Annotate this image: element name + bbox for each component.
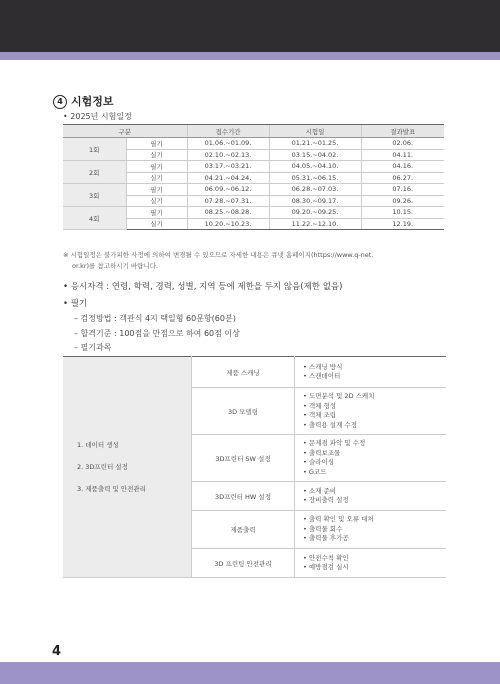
header-accent-stripe xyxy=(0,52,500,60)
result-date: 06.27. xyxy=(361,172,444,184)
result-date: 04.11. xyxy=(361,149,444,161)
exam-period: 08.30.~09.17. xyxy=(269,195,361,207)
main-subject: 3. 제품출력 및 안전관리 xyxy=(77,485,146,493)
registration-period: 10.20.~10.23. xyxy=(187,218,269,230)
written-subjects-table xyxy=(63,356,446,578)
section-number-icon: 4 xyxy=(53,95,67,109)
eligibility-text: • 응시자격 : 연령, 학력, 경력, 성별, 지역 등에 제한을 두지 않음(제한 없음) xyxy=(63,282,343,292)
result-date: 02.06. xyxy=(361,138,444,150)
topic-details xyxy=(295,435,447,482)
registration-period: 04.21.~04.24. xyxy=(187,172,269,184)
result-date: 10.15. xyxy=(361,207,444,219)
exam-schedule-table xyxy=(63,124,444,230)
round-label: 4회 xyxy=(63,207,126,230)
exam-type: 실기 xyxy=(126,195,187,207)
round-label: 3회 xyxy=(63,184,126,207)
exam-type: 실기 xyxy=(126,172,187,184)
detail-item: • 장비출력 설정 xyxy=(303,496,349,504)
topic-name: 3D 프린팅 안전관리 xyxy=(192,549,295,578)
detail-item: • 출력물 회수 xyxy=(303,524,343,533)
topic-details xyxy=(295,511,447,549)
registration-period: 02.10.~02.13. xyxy=(187,149,269,161)
note-line: ※ 시험일정은 불가피한 사정에 의하여 변경될 수 있으므로 자세한 내용은 큐넷 홈페이지(https://www.q-net. xyxy=(63,251,374,259)
exam-period: 05.31.~06.15. xyxy=(269,172,361,184)
exam-period: 01.21.~01.25. xyxy=(269,138,361,150)
written-heading: • 필기 xyxy=(63,299,88,309)
schedule-label: • 2025년 시험일정 xyxy=(63,112,132,121)
detail-item: • 소재 준비 xyxy=(303,486,337,495)
detail-item: • 슬라이싱 xyxy=(303,458,335,466)
table-row xyxy=(63,138,444,150)
section-title-text: 시험정보 xyxy=(71,95,114,108)
detail-item: • 객체 조립 xyxy=(303,411,337,419)
exam-type: 실기 xyxy=(126,218,187,230)
exam-type: 필기 xyxy=(126,207,187,219)
round-label: 1회 xyxy=(63,138,126,161)
registration-period: 07.28.~07.31. xyxy=(187,195,269,207)
topic-name: 3D프린터 SW 설정 xyxy=(192,435,295,482)
exam-type: 필기 xyxy=(126,184,187,196)
header-category: 구분 xyxy=(63,125,187,138)
detail-item: • 스캔데이터 xyxy=(303,372,341,380)
topic-details xyxy=(295,357,447,388)
schedule-note xyxy=(63,250,448,272)
topic-details xyxy=(295,482,447,511)
topic-name: 제품출력 xyxy=(192,511,295,549)
exam-period: 09.20.~09.25. xyxy=(269,207,361,219)
detail-item: • 객체 형성 xyxy=(303,401,337,410)
registration-period: 06.09.~06.12. xyxy=(187,184,269,196)
detail-item: • 안전수칙 확인 xyxy=(303,553,349,562)
header-exam-date: 시험일 xyxy=(269,125,361,138)
result-date: 07.16. xyxy=(361,184,444,196)
note-line: or.kr)를 참고하시기 바랍니다. xyxy=(72,262,159,270)
method-text: – 검정방법 : 객관식 4지 택일형 60문항(60분) xyxy=(74,314,236,323)
exam-period: 06.28.~07.03. xyxy=(269,184,361,196)
pass-criteria-text: – 합격기준 : 100점을 만점으로 하여 60점 이상 xyxy=(74,329,240,338)
exam-type: 필기 xyxy=(126,138,187,150)
main-subject: 1. 데이터 생성 xyxy=(77,441,119,449)
topic-details xyxy=(295,549,447,578)
detail-item: • 출력물 후가공 xyxy=(303,534,349,543)
round-label: 2회 xyxy=(63,161,126,184)
topic-name: 3D프린터 HW 설정 xyxy=(192,482,295,511)
detail-item: • 출력 확인 및 오류 대처 xyxy=(303,515,374,524)
exam-type: 필기 xyxy=(126,161,187,173)
section-title xyxy=(53,93,114,109)
detail-item: • G코드 xyxy=(303,467,327,476)
exam-period: 11.22.~12.10. xyxy=(269,218,361,230)
exam-period: 03.15.~04.02. xyxy=(269,149,361,161)
detail-item: • 예방점검 실시 xyxy=(303,563,349,571)
topic-name: 3D 모델링 xyxy=(192,388,295,435)
header-registration: 접수기간 xyxy=(187,125,269,138)
main-subjects-cell xyxy=(63,357,192,578)
main-subject: 2. 3D프린터 설정 xyxy=(77,463,128,471)
table-row xyxy=(63,357,446,388)
result-date: 12.19. xyxy=(361,218,444,230)
result-date: 04.16. xyxy=(361,161,444,173)
detail-item: • 출력용 설계 수정 xyxy=(303,420,357,429)
table-row xyxy=(63,161,444,173)
exam-period: 04.05.~04.10. xyxy=(269,161,361,173)
header-bar xyxy=(0,0,500,52)
registration-period: 08.25.~08.28. xyxy=(187,207,269,219)
footer-bar xyxy=(0,662,500,684)
schedule-header-row xyxy=(63,125,444,138)
detail-item: • 출력보조물 xyxy=(303,448,341,457)
detail-item: • 스캐닝 방식 xyxy=(303,362,343,371)
subjects-label: – 필기과목 xyxy=(74,343,112,352)
result-date: 09.26. xyxy=(361,195,444,207)
page-number: 4 xyxy=(52,644,62,659)
detail-item: • 도면분석 및 2D 스케치 xyxy=(303,392,375,400)
table-row xyxy=(63,207,444,219)
topic-details xyxy=(295,388,447,435)
topic-name: 제품 스캐닝 xyxy=(192,357,295,388)
registration-period: 03.17.~03.21. xyxy=(187,161,269,173)
detail-item: • 문제점 파악 및 수정 xyxy=(303,439,366,447)
header-result: 결과발표 xyxy=(361,125,444,138)
registration-period: 01.06.~01.09. xyxy=(187,138,269,150)
table-row xyxy=(63,184,444,196)
exam-type: 실기 xyxy=(126,149,187,161)
